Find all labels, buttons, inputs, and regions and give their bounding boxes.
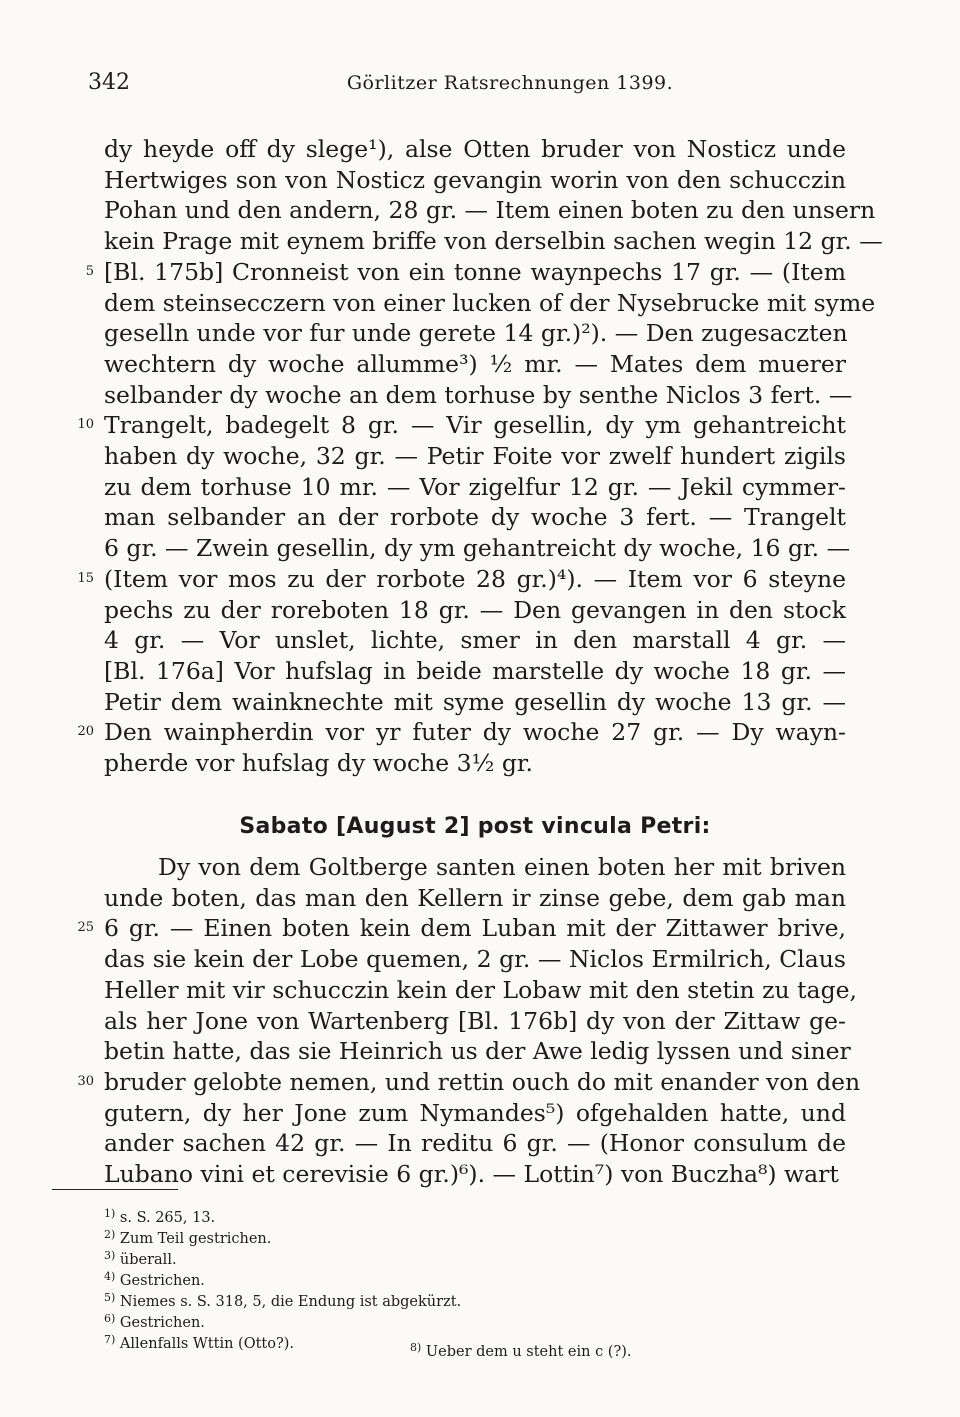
line-text: haben dy woche, 32 gr. — Petir Foite vor zwelf hundert zigils (104, 442, 846, 470)
line-text: 6 gr. — Einen boten kein dem Luban mit der Zittawer brive, (104, 914, 846, 943)
footnote-mark: 5) (104, 1291, 116, 1304)
line-number: 5 (85, 263, 94, 279)
page-number: 342 (88, 70, 130, 95)
line-number: 20 (77, 724, 94, 740)
line-text: zu dem torhuse 10 mr. — Vor zigelfur 12 gr. — Jekil cymmer- (104, 472, 846, 501)
text-line (0, 595, 960, 629)
line-text: Trangelt, badegelt 8 gr. — Vir gesellin, dy ym gehantreicht (104, 411, 846, 440)
text-line (0, 1006, 960, 1040)
footnote-mark: 8) (410, 1341, 422, 1354)
text-line (0, 1098, 960, 1132)
text-line (0, 533, 960, 567)
line-text: Hertwiges son von Nosticz gevangin worin von den schucczin (104, 165, 846, 194)
text-line (0, 226, 960, 260)
text-line (0, 1159, 960, 1193)
line-text: 6 gr. — Zwein gesellin, dy ym gehantreicht dy woche, 16 gr. — (104, 534, 851, 563)
footnote-text: s. S. 265, 13. (115, 1210, 216, 1226)
line-text: Den wainpherdin vor yr futer dy woche 27 gr. — Dy wayn- (104, 718, 846, 747)
text-line (0, 944, 960, 978)
line-text: als her Jone von Wartenberg [Bl. 176b] dy von der Zittaw ge- (104, 1006, 846, 1035)
text-line (0, 1128, 960, 1162)
text-line (0, 410, 960, 444)
line-text: unde boten, das man den Kellern ir zinse gebe, dem gab man (104, 883, 846, 912)
text-line (0, 852, 960, 886)
text-line (0, 748, 960, 782)
line-text: das sie kein der Lobe quemen, 2 gr. — Niclos Ermilrich, Claus (104, 945, 846, 974)
text-line (0, 195, 960, 229)
text-line (0, 975, 960, 1009)
footnote-mark: 1) (104, 1207, 116, 1220)
line-number: 25 (77, 920, 94, 936)
line-text: geselln unde vor fur unde gerete 14 gr.)²). — Den zugesaczten (104, 319, 848, 348)
line-text: [Bl. 175b] Cronneist von ein tonne waynpechs 17 gr. — (Item (104, 257, 846, 286)
line-text: Dy von dem Goltberge santen einen boten her mit briven (158, 853, 846, 881)
text-line (0, 288, 960, 322)
footnote-mark: 6) (104, 1312, 116, 1325)
line-text: betin hatte, das sie Heinrich us der Awe ledig lyssen und siner (104, 1037, 851, 1066)
line-number: 10 (77, 417, 94, 433)
line-text: Heller mit vir schucczin kein der Lobaw mit den stetin zu tage, (104, 975, 857, 1004)
footnote-text: Allenfalls Wttin (Otto?). (115, 1336, 295, 1352)
line-text: selbander dy woche an dem torhuse by senthe Niclos 3 fert. — (104, 380, 853, 409)
footnote-text: überall. (115, 1252, 177, 1268)
footnote-mark: 4) (104, 1270, 116, 1283)
text-line (0, 883, 960, 917)
line-text: pechs zu der roreboten 18 gr. — Den gevangen in den stock (104, 595, 846, 624)
line-text: ander sachen 42 gr. — In reditu 6 gr. — (Honor consulum de (104, 1129, 846, 1158)
text-line (0, 349, 960, 383)
line-number: 30 (77, 1073, 94, 1089)
text-line (0, 380, 960, 414)
text-line (0, 913, 960, 947)
footnote-text: Niemes s. S. 318, 5, die Endung ist abgekürzt. (115, 1294, 462, 1310)
text-line (0, 502, 960, 536)
footnote (410, 1338, 632, 1362)
footnote-rule (52, 1189, 178, 1190)
line-text: (Item vor mos zu der rorbote 28 gr.)⁴). — Item vor 6 steyne (104, 564, 846, 593)
text-line (0, 165, 960, 199)
line-text: dem steinsecczern von einer lucken of der Nysebrucke mit syme (104, 288, 876, 317)
line-text: Petir dem wainknechte mit syme gesellin dy woche 13 gr. — (104, 687, 846, 716)
footnote-mark: 7) (104, 1333, 116, 1346)
text-line (0, 687, 960, 721)
section-heading: Sabato [August 2] post vincula Petri: (239, 814, 711, 839)
text-line (0, 1067, 960, 1101)
page-header (80, 70, 880, 110)
line-text: kein Prage mit eynem briffe von derselbin sachen wegin 12 gr. — (104, 227, 883, 256)
footnote (104, 1330, 294, 1354)
footnote-text: Ueber dem u steht ein c (?). (421, 1344, 632, 1360)
text-line (0, 1036, 960, 1070)
line-text: wechtern dy woche allumme³) ½ mr. — Mates dem muerer (104, 349, 846, 378)
text-line (0, 472, 960, 506)
footnote-text: Gestrichen. (115, 1315, 205, 1331)
line-text: pherde vor hufslag dy woche 3½ gr. (104, 749, 534, 777)
text-line (0, 318, 960, 352)
line-text: 4 gr. — Vor unslet, lichte, smer in den marstall 4 gr. — (104, 626, 846, 655)
line-text: gutern, dy her Jone zum Nymandes⁵) ofgehalden hatte, und (104, 1098, 846, 1127)
line-text: Pohan und den andern, 28 gr. — Item einen boten zu den unsern (104, 196, 876, 225)
text-line (0, 257, 960, 291)
text-line (0, 656, 960, 690)
running-head: Görlitzer Ratsrechnungen 1399. (346, 72, 674, 94)
footnote-mark: 2) (104, 1228, 116, 1241)
footnote-text: Zum Teil gestrichen. (115, 1231, 272, 1247)
line-text: [Bl. 176a] Vor hufslag in beide marstelle dy woche 18 gr. — (104, 656, 846, 685)
text-line (0, 564, 960, 598)
text-line (0, 441, 960, 475)
footnote-mark: 3) (104, 1249, 116, 1262)
text-line (0, 134, 960, 168)
footnote-text: Gestrichen. (115, 1273, 205, 1289)
text-line (0, 625, 960, 659)
line-text: dy heyde off dy slege¹), alse Otten bruder von Nosticz unde (104, 135, 846, 163)
line-text: bruder gelobte nemen, und rettin ouch do mit enander von den (104, 1067, 861, 1096)
line-number: 15 (77, 570, 94, 586)
line-text: Lubano vini et cerevisie 6 gr.)⁶). — Lottin⁷) von Buczha⁸) wart (104, 1160, 839, 1188)
line-text: man selbander an der rorbote dy woche 3 fert. — Trangelt (104, 503, 846, 532)
text-line (0, 717, 960, 751)
